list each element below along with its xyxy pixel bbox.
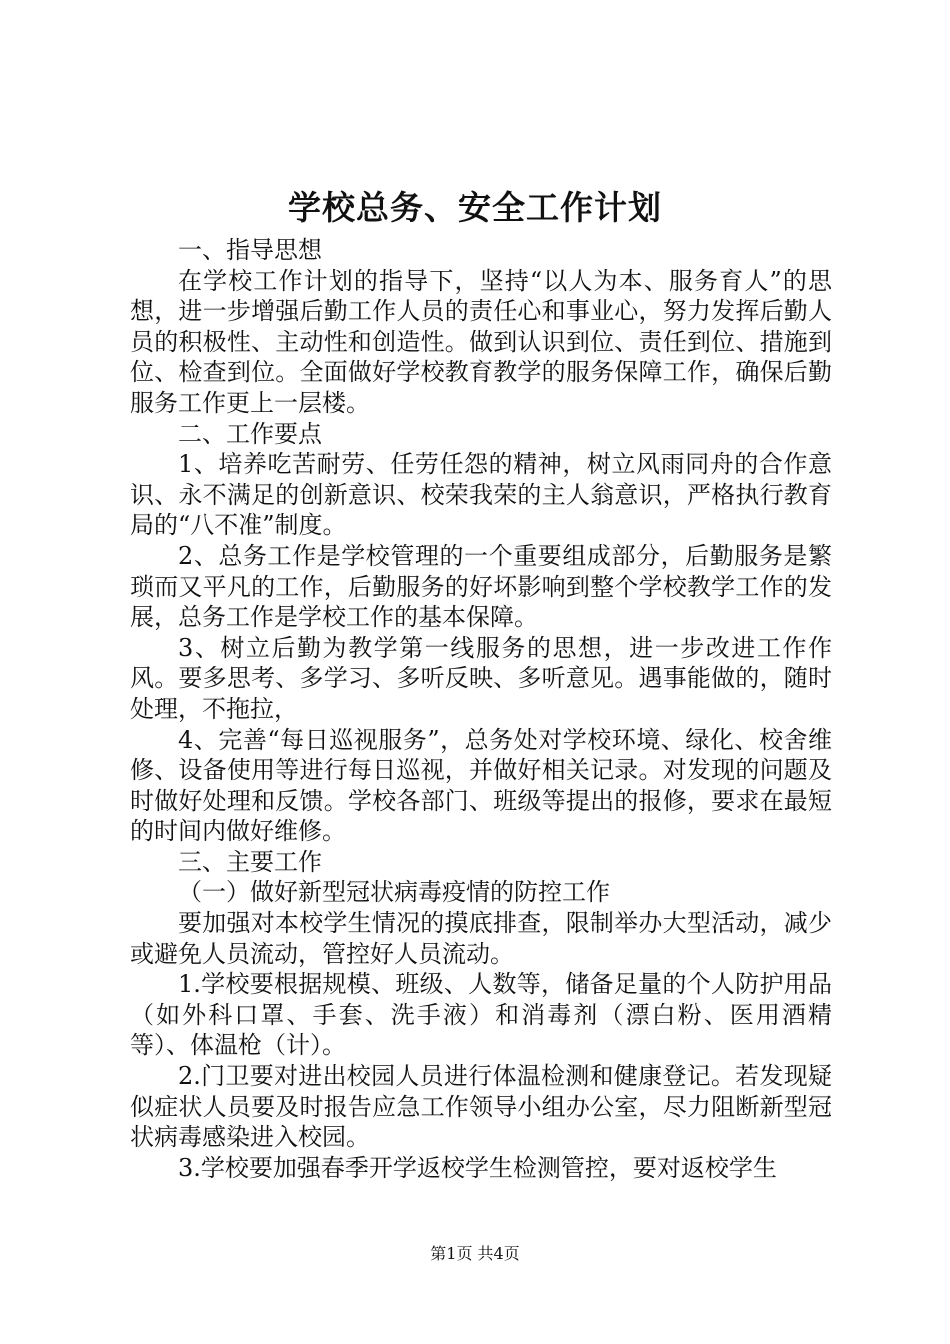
- paragraph-epidemic-item-1: 1.学校要根据规模、班级、人数等，储备足量的个人防护用品（如外科口罩、手套、洗手液）和消毒剂（漂白粉、医用酒精等）、体温枪（计）。: [130, 970, 832, 1060]
- paragraph-key-point-2: 2、总务工作是学校管理的一个重要组成部分，后勤服务是繁琐而又平凡的工作，后勤服务的好坏影响到整个学校教学工作的发展，总务工作是学校工作的基本保障。: [130, 541, 832, 632]
- section-heading-main-work: 三、主要工作: [178, 847, 322, 876]
- paragraph-key-point-4: 4、完善“每日巡视服务”，总务处对学校环境、绿化、校舍维修、设备使用等进行每日巡视，并做好相关记录。对发现的问题及时做好处理和反馈。学校各部门、班级等提出的报修，要求在最短的时间内做好维修。: [130, 725, 832, 846]
- paragraph-guiding-ideology: 在学校工作计划的指导下，坚持“以人为本、服务育人”的思想，进一步增强后勤工作人员的责任心和事业心，努力发挥后勤人员的积极性、主动性和创造性。做到认识到位、责任到位、措施到位、检查到位。全面做好学校教育教学的服务保障工作，确保后勤服务工作更上一层楼。: [130, 266, 832, 417]
- paragraph-epidemic-item-2: 2.门卫要对进出校园人员进行体温检测和健康登记。若发现疑似症状人员要及时报告应急工作领导小组办公室，尽力阻断新型冠状病毒感染进入校园。: [130, 1062, 832, 1152]
- section-heading-key-points: 二、工作要点: [178, 419, 322, 448]
- page-footer: 第1页 共4页: [430, 1244, 520, 1263]
- section-heading-guiding-ideology: 一、指导思想: [178, 236, 322, 264]
- document-body: [130, 235, 832, 1183]
- paragraph-key-point-1: 1、培养吃苦耐劳、任劳任怨的精神，树立风雨同舟的合作意识、永不满足的创新意识、校荣我荣的主人翁意识，严格执行教育局的“八不准”制度。: [130, 450, 832, 540]
- subsection-heading-epidemic-control: （一）做好新型冠状病毒疫情的防控工作: [178, 878, 610, 907]
- paragraph-epidemic-item-3: 3.学校要加强春季开学返校学生检测管控，要对返校学生: [178, 1153, 777, 1182]
- paragraph-epidemic-intro: 要加强对本校学生情况的摸底排查，限制举办大型活动，减少或避免人员流动，管控好人员流动。: [130, 909, 832, 968]
- paragraph-key-point-3: 3、树立后勤为教学第一线服务的思想，进一步改进工作作风。要多思考、多学习、多听反映、多听意见。遇事能做的，随时处理，不拖拉，: [130, 633, 832, 723]
- document-title: 学校总务、安全工作计划: [288, 188, 662, 227]
